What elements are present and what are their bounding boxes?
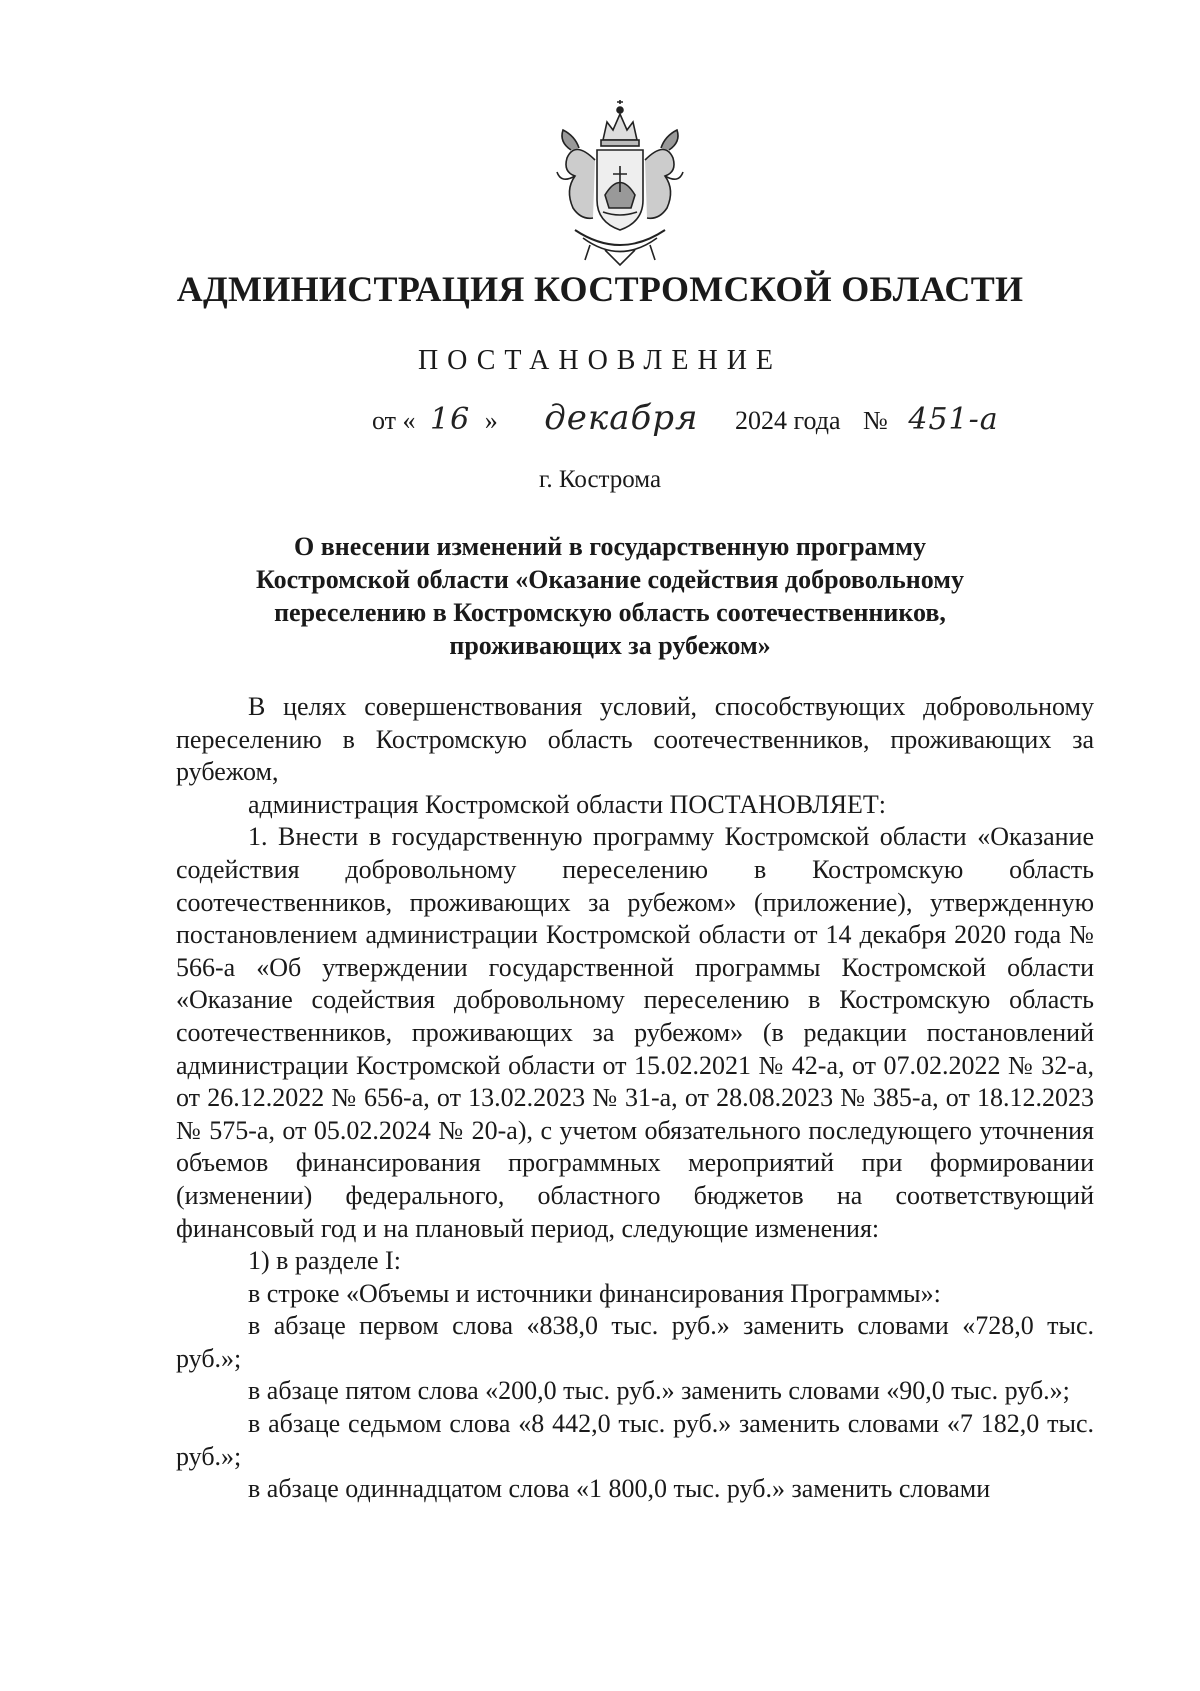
subject-line: проживающих за рубежом» (449, 631, 771, 660)
subitem-1-row-paragraph: в строке «Объемы и источники финансирования Программы»: (248, 1278, 941, 1308)
change-paragraph: в абзаце одиннадцатом слова «1 800,0 тыс. руб.» заменить словами (248, 1474, 991, 1504)
date-month-handwritten: декабря (544, 398, 699, 438)
subject-line: Костромской области «Оказание содействия добровольному (256, 565, 964, 594)
intro-paragraph: В целях совершенствования условий, способствующих добровольному переселению в Костромскую область соотечественников, проживающих за рубежом, (176, 692, 1094, 787)
city: г. Кострома (538, 466, 662, 493)
date-line (372, 398, 999, 438)
subject-line: переселению в Костромскую область соотечественников, (274, 598, 946, 627)
kostroma-oblast-coat-of-arms-icon (545, 100, 695, 270)
date-year: 2024 года (735, 406, 841, 435)
document-subject (200, 530, 1020, 662)
organization-title: АДМИНИСТРАЦИЯ КОСТРОМСКОЙ ОБЛАСТИ (176, 269, 1024, 309)
subject-line: О внесении изменений в государственную программу (294, 532, 926, 561)
date-day-handwritten: 16 (430, 402, 471, 437)
item-1-paragraph: 1. Внести в государственную программу Костромской области «Оказание содействия добровольному переселению в Костромскую область соотечественников, проживающих за рубежом» (приложение), утвержденную постановлением администрации Костромской области от 14 декабря 2020 года № 566-а «Об утверждении государственной программы Костромской области «Оказание содействия добровольному переселению в Костромскую область соотечественников, проживающих за рубежом» (в редакции постановлений администрации Костромской области от 15.02.2021 № 42-а, от 07.02.2022 № 32-а, от 26.12.2022 № 656-а, от 13.02.2023 № 31-а, от 28.08.2023 № 385-а, от 18.12.2023 № 575-а, от 05.02.2024 № 20-а), с учетом обязательного последующего уточнения объемов финансирования программных мероприятий при формировании (изменении) федерального, областного бюджетов на соответствующий финансовый год и на плановый период, следующие изменения: (176, 822, 1094, 1243)
number-sign: № (863, 406, 888, 435)
document-number-handwritten: 451-а (908, 402, 999, 437)
document-type: ПОСТАНОВЛЕНИЕ (417, 345, 783, 376)
document-body (176, 691, 1094, 1506)
change-paragraph: в абзаце пятом слова «200,0 тыс. руб.» заменить словами «90,0 тыс. руб.»; (248, 1376, 1070, 1406)
change-paragraph: в абзаце первом слова «838,0 тыс. руб.» заменить словами «728,0 тыс. руб.»; (176, 1311, 1094, 1373)
date-quote-close: » (484, 406, 498, 435)
date-prefix: от « (372, 406, 416, 435)
subitem-1-paragraph: 1) в разделе I: (248, 1246, 401, 1276)
decree-paragraph: администрация Костромской области ПОСТАНОВЛЯЕТ: (248, 789, 887, 819)
change-paragraph: в абзаце седьмом слова «8 442,0 тыс. руб.» заменить словами «7 182,0 тыс. руб.»; (176, 1409, 1094, 1471)
